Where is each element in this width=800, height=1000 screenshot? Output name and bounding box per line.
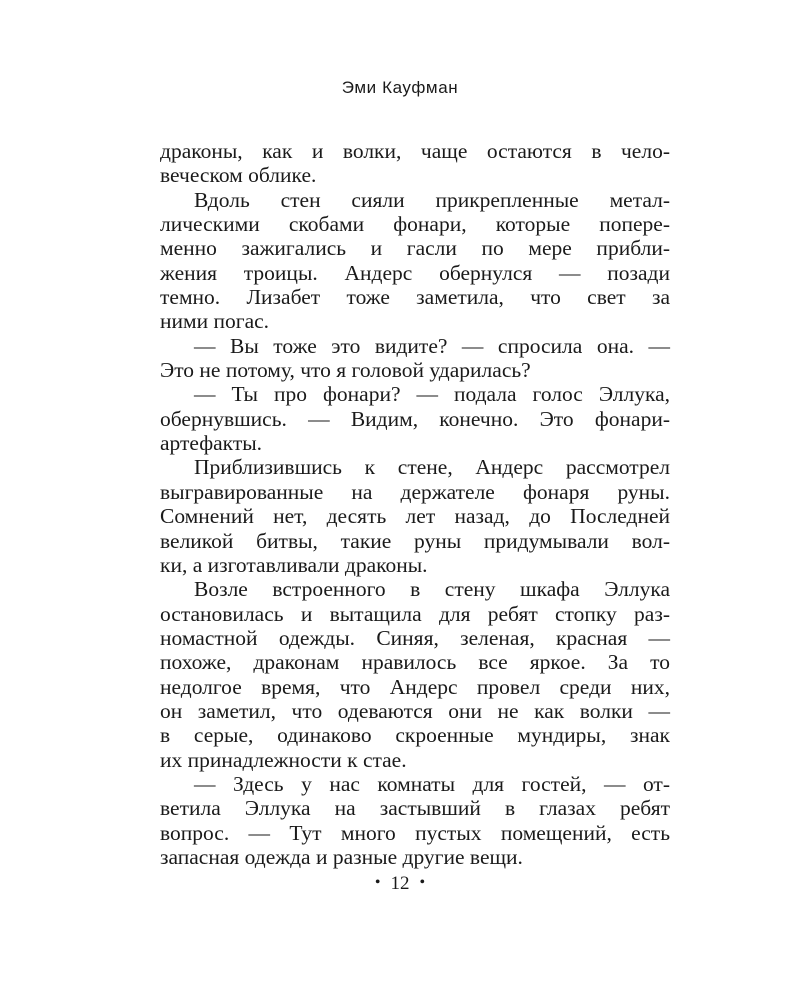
text-line: Вдоль стен сияли прикрепленные метал- — [194, 187, 670, 212]
page-number-footer — [0, 873, 800, 895]
text-line: менно зажигались и гасли по мере прибли- — [160, 236, 670, 261]
text-line: ними погас. — [160, 309, 270, 334]
text-line: жения троицы. Андерс обернулся — позади — [160, 260, 670, 285]
text-line: он заметил, что одеваются они не как волки — — [160, 698, 670, 723]
text-line: недолгое время, что Андерс провел среди них, — [160, 674, 670, 699]
text-line: Сомнений нет, десять лет назад, до Последней — [160, 504, 670, 529]
text-line: лическими скобами фонари, которые попере- — [160, 212, 670, 237]
text-line: номастной одежды. Синяя, зеленая, красная — — [160, 625, 670, 650]
text-line: — Вы тоже это видите? — спросила она. — — [194, 333, 670, 358]
text-line: Это не потому, что я головой ударилась? — [160, 358, 531, 383]
running-head-author: Эми Кауфман — [341, 78, 459, 97]
text-line: обернувшись. — Видим, конечно. Это фонари- — [160, 406, 670, 431]
body-text — [160, 139, 670, 869]
text-line: артефакты. — [160, 431, 263, 456]
text-line: Приблизившись к стене, Андерс рассмотрел — [194, 455, 670, 480]
text-line: в серые, одинаково скроенные мундиры, знак — [160, 723, 670, 748]
text-line: веческом облике. — [160, 163, 317, 188]
text-line: ветила Эллука на застывший в глазах ребят — [160, 796, 670, 821]
text-line: — Ты про фонари? — подала голос Эллука, — [194, 382, 670, 407]
text-line: темно. Лизабет тоже заметила, что свет за — [160, 285, 670, 310]
text-line: великой битвы, такие руны придумывали вол- — [160, 528, 670, 553]
page-number: 12 — [390, 873, 410, 894]
bullet-right: • — [419, 874, 426, 891]
bullet-left: • — [374, 874, 381, 891]
text-line: вопрос. — Тут много пустых помещений, есть — [160, 820, 670, 845]
text-line: Возле встроенного в стену шкафа Эллука — [194, 577, 670, 602]
text-line: — Здесь у нас комнаты для гостей, — от- — [194, 771, 670, 796]
text-line: их принадлежности к стае. — [160, 747, 407, 772]
text-line: остановилась и вытащила для ребят стопку раз- — [160, 601, 670, 626]
text-line: ки, а изготавливали драконы. — [160, 552, 428, 577]
text-line: похоже, драконам нравилось все яркое. За то — [160, 650, 670, 675]
text-line: драконы, как и волки, чаще остаются в чело- — [160, 139, 670, 163]
text-line: выгравированные на держателе фонаря руны. — [160, 479, 670, 504]
text-line: запасная одежда и разные другие вещи. — [160, 844, 523, 869]
